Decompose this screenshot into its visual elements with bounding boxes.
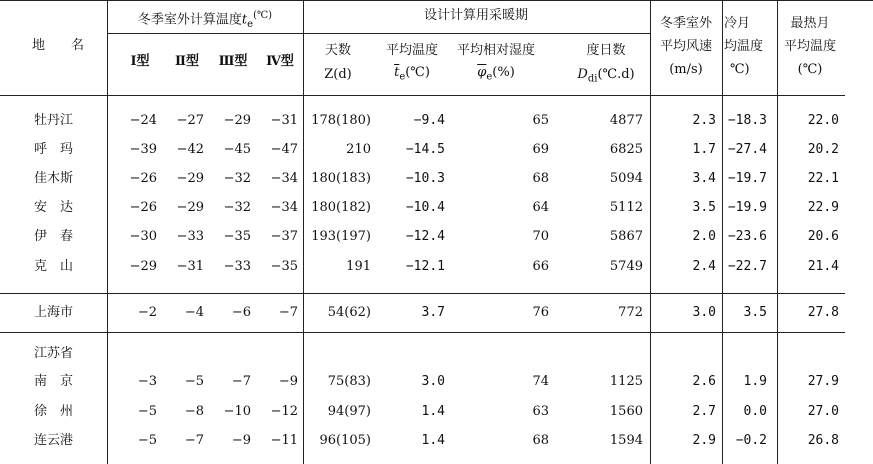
cell-coldest-temp: −0.2 (735, 433, 767, 448)
header-hottest-line1: 最热月 (790, 16, 830, 31)
cell-avg-rh: 76 (532, 305, 549, 320)
cell-hottest-temp: 22.9 (807, 200, 839, 215)
header-wind-line1: 冬季室外 (659, 16, 713, 31)
cell-avg-temp: 1.4 (421, 433, 445, 448)
cell-avg-temp: −12.1 (405, 259, 445, 274)
cell-wind-speed: 2.9 (692, 433, 716, 448)
header-coldest-line2: 均温度 (724, 39, 764, 54)
cell-coldest-temp: −19.9 (727, 200, 767, 215)
cell-type3-temp: −32 (223, 200, 251, 215)
header-type-3: Ⅲ型 (218, 54, 248, 69)
cell-days: 180(183) (311, 171, 371, 186)
cell-days: 94(97) (327, 404, 371, 419)
header-type-4: Ⅳ型 (266, 54, 294, 69)
cell-type1-temp: −26 (129, 171, 157, 186)
cell-type1-temp: −24 (129, 113, 157, 128)
cell-degree-days: 6825 (609, 142, 643, 157)
header-degree-days-label: 度日数 (586, 43, 626, 58)
cell-avg-temp: −10.3 (405, 171, 445, 186)
cell-type2-temp: −33 (176, 229, 204, 244)
cell-wind-speed: 2.7 (692, 404, 716, 419)
cell-wind-speed: 2.3 (692, 113, 716, 128)
cell-type4-temp: −34 (270, 200, 298, 215)
cell-avg-temp: 3.7 (421, 305, 445, 320)
cell-location: 伊 春 (34, 229, 74, 244)
cell-hottest-temp: 21.4 (807, 259, 839, 274)
cell-type2-temp: −29 (176, 200, 204, 215)
col-divider-location (107, 0, 108, 464)
cell-days: 96(105) (319, 433, 371, 448)
cell-avg-rh: 70 (532, 229, 549, 244)
cell-avg-temp: −10.4 (405, 200, 445, 215)
cell-type2-temp: −5 (184, 374, 204, 389)
col-divider-heating (650, 0, 651, 464)
header-days-unit: Z(d) (324, 67, 352, 82)
header-avg-rh-unit: $\overline{\varphi}_e(\%)$ (477, 65, 515, 83)
col-divider-wind (722, 0, 723, 464)
cell-location: 安 达 (34, 200, 74, 215)
cell-avg-rh: 64 (532, 200, 549, 215)
cell-avg-temp: −12.4 (405, 229, 445, 244)
cell-hottest-temp: 20.2 (807, 142, 839, 157)
cell-wind-speed: 3.4 (692, 171, 716, 186)
cell-hottest-temp: 22.1 (807, 171, 839, 186)
cell-coldest-temp: −27.4 (727, 142, 767, 157)
cell-degree-days: 5094 (609, 171, 643, 186)
cell-type2-temp: −7 (184, 433, 204, 448)
cell-type3-temp: −9 (231, 433, 251, 448)
cell-location: 呼 玛 (34, 142, 74, 157)
cell-type4-temp: −11 (270, 433, 298, 448)
cell-type3-temp: −32 (223, 171, 251, 186)
cell-avg-rh: 68 (532, 171, 549, 186)
cell-type1-temp: −26 (129, 200, 157, 215)
section-divider-2 (0, 332, 845, 333)
cell-type1-temp: −5 (137, 433, 157, 448)
cell-type1-temp: −5 (137, 404, 157, 419)
cell-avg-rh: 68 (532, 433, 549, 448)
cell-coldest-temp: −18.3 (727, 113, 767, 128)
cell-avg-rh: 74 (532, 374, 549, 389)
cell-days: 75(83) (327, 374, 371, 389)
cell-days: 54(62) (327, 305, 371, 320)
cell-type3-temp: −35 (223, 229, 251, 244)
col-divider-coldest (777, 0, 778, 464)
cell-location: 牡丹江 (34, 113, 74, 128)
cell-location: 上海市 (34, 305, 74, 320)
cell-type4-temp: −47 (270, 142, 298, 157)
cell-coldest-temp: 1.9 (743, 374, 767, 389)
cell-coldest-temp: −23.6 (727, 229, 767, 244)
cell-degree-days: 5112 (609, 200, 643, 215)
header-avg-temp-unit: $\overline{t}_e(℃)$ (394, 65, 430, 83)
cell-degree-days: 772 (618, 305, 643, 320)
cell-hottest-temp: 20.6 (807, 229, 839, 244)
header-top-divider (0, 0, 873, 1)
cell-type1-temp: −30 (129, 229, 157, 244)
cell-degree-days: 1560 (609, 404, 643, 419)
col-divider-types (303, 0, 304, 464)
header-coldest-line1: 冷月 (724, 16, 751, 31)
cell-wind-speed: 1.7 (692, 142, 716, 157)
cell-hottest-temp: 27.9 (807, 374, 839, 389)
cell-location: 克 山 (34, 259, 74, 274)
header-heating-group: 设计计算用采暖期 (423, 8, 529, 23)
cell-wind-speed: 3.5 (692, 200, 716, 215)
cell-type3-temp: −29 (223, 113, 251, 128)
cell-days: 193(197) (311, 229, 371, 244)
header-type-2: Ⅱ型 (175, 54, 199, 69)
cell-wind-speed: 2.4 (692, 259, 716, 274)
cell-degree-days: 1125 (609, 374, 643, 389)
cell-type1-temp: −29 (129, 259, 157, 274)
cell-type1-temp: −3 (137, 374, 157, 389)
cell-type3-temp: −33 (223, 259, 251, 274)
cell-type4-temp: −37 (270, 229, 298, 244)
cell-days: 191 (346, 259, 371, 274)
header-hottest-line2: 平均温度 (783, 39, 837, 54)
header-bottom-divider (0, 95, 845, 96)
cell-avg-temp: −14.5 (405, 142, 445, 157)
cell-type3-temp: −7 (231, 374, 251, 389)
cell-avg-temp: 1.4 (421, 404, 445, 419)
cell-type4-temp: −9 (278, 374, 298, 389)
cell-wind-speed: 3.0 (692, 305, 716, 320)
header-wind-line2: 平均风速 (659, 39, 713, 54)
cell-type4-temp: −12 (270, 404, 298, 419)
header-avg-rh-label: 平均相对湿度 (456, 43, 536, 58)
cell-degree-days: 1594 (609, 433, 643, 448)
header-degree-days-unit: $D_{di}(℃.d)$ (577, 67, 635, 85)
cell-coldest-temp: −19.7 (727, 171, 767, 186)
cell-type1-temp: −2 (137, 305, 157, 320)
cell-hottest-temp: 27.0 (807, 404, 839, 419)
cell-avg-temp: 3.0 (421, 374, 445, 389)
cell-type2-temp: −31 (176, 259, 204, 274)
cell-type2-temp: −27 (176, 113, 204, 128)
cell-degree-days: 5749 (609, 259, 643, 274)
cell-type4-temp: −35 (270, 259, 298, 274)
cell-degree-days: 4877 (609, 113, 643, 128)
cell-type2-temp: −42 (176, 142, 204, 157)
header-temp-group: 冬季室外计算温度$t_e^{(℃)}$ (137, 10, 273, 30)
cell-coldest-temp: 0.0 (743, 404, 767, 419)
cell-degree-days: 5867 (609, 229, 643, 244)
header-avg-temp-label: 平均温度 (385, 43, 439, 58)
cell-type3-temp: −10 (223, 404, 251, 419)
cell-hottest-temp: 27.8 (807, 305, 839, 320)
header-location: 地 名 (31, 38, 85, 53)
group-label: 江苏省 (34, 346, 74, 361)
cell-type4-temp: −31 (270, 113, 298, 128)
cell-days: 178(180) (311, 113, 371, 128)
cell-location: 佳木斯 (34, 171, 74, 186)
cell-coldest-temp: 3.5 (743, 305, 767, 320)
cell-location: 连云港 (34, 433, 74, 448)
header-hottest-unit: (℃) (797, 62, 823, 77)
header-days-label: 天数 (324, 43, 352, 58)
cell-location: 南 京 (34, 374, 74, 389)
cell-avg-temp: −9.4 (413, 113, 445, 128)
cell-type4-temp: −34 (270, 171, 298, 186)
cell-wind-speed: 2.6 (692, 374, 716, 389)
cell-days: 180(182) (311, 200, 371, 215)
cell-coldest-temp: −22.7 (727, 259, 767, 274)
header-wind-unit: (m/s) (669, 62, 703, 77)
cell-days: 210 (346, 142, 371, 157)
cell-location: 徐 州 (34, 404, 74, 419)
cell-type2-temp: −29 (176, 171, 204, 186)
cell-wind-speed: 2.0 (692, 229, 716, 244)
cell-hottest-temp: 22.0 (807, 113, 839, 128)
section-divider-1 (0, 293, 845, 294)
cell-type3-temp: −45 (223, 142, 251, 157)
cell-hottest-temp: 26.8 (807, 433, 839, 448)
header-coldest-unit: ℃) (730, 62, 750, 77)
cell-avg-rh: 66 (532, 259, 549, 274)
cell-avg-rh: 65 (532, 113, 549, 128)
cell-type1-temp: −39 (129, 142, 157, 157)
cell-avg-rh: 69 (532, 142, 549, 157)
cell-type4-temp: −7 (278, 305, 298, 320)
cell-type2-temp: −4 (184, 305, 204, 320)
cell-avg-rh: 63 (532, 404, 549, 419)
cell-type2-temp: −8 (184, 404, 204, 419)
cell-type3-temp: −6 (231, 305, 251, 320)
temp-subheader-divider (107, 33, 650, 34)
header-type-1: Ⅰ型 (130, 54, 150, 69)
